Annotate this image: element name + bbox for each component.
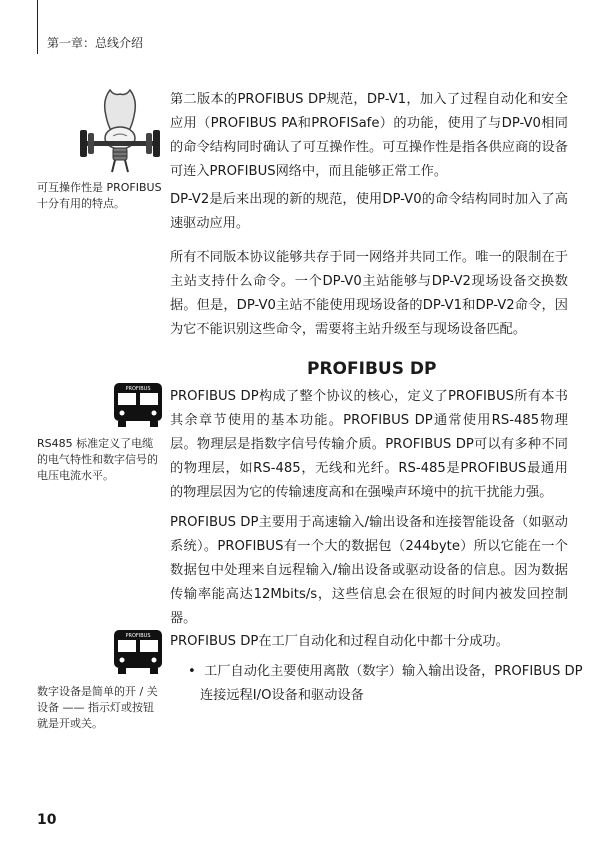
paragraph-profibus-dp-core: PROFIBUS DP构成了整个协议的核心，定义了PROFIBUS所有本书其余章节使用的基本功能。PROFIBUS DP通常使用RS-485物理层。物理层是指数字信号传输介质。PROFIBUS DP可以有多种不同的物理层，如RS-485，无线和光纤。RS-485是PROFIBUS最通用的物理层因为它的传输速度高和在强噪声环境中的抗干扰能力强。 [170, 389, 568, 500]
chapter-header: 第一章：总线介绍 [47, 36, 144, 50]
header-rule [37, 0, 38, 54]
section-title: PROFIBUS DP [307, 359, 437, 379]
bus-icon-label: PROFIBUS [125, 633, 151, 639]
paragraph-success: PROFIBUS DP在工厂自动化和过程自动化中都十分成功。 [170, 634, 509, 649]
bus-icon [112, 381, 164, 429]
paragraph-dpv2: DP-V2是后来出现的新的规范，使用DP-V0的命令结构同时加入了高速驱动应用。 [170, 192, 568, 231]
bullet-marker: • [188, 664, 205, 679]
bullet-text: 工厂自动化主要使用离散（数字）输入输出设备，PROFIBUS DP连接远程I/O设备和驱动设备 [200, 664, 583, 703]
sidenote-interoperability: 可互操作性是 PROFIBUS 十分有用的特点。 [37, 181, 162, 210]
bullet-factory-automation [182, 660, 586, 708]
paragraph-dpv1: 第二版本的PROFIBUS DP规范，DP-V1，加入了过程自动化和安全应用（PROFIBUS PA和PROFISafe）的功能，使用了与DP-V0相同的命令结构同时确认了可互操作性。可互操作性是指各供应商的设备可连入PROFIBUS网络中，而且能够正常工作。 [170, 92, 568, 179]
sidenote-digital-devices: 数字设备是简单的开 / 关设备 —— 指示灯或按钮就是开或关。 [37, 685, 158, 730]
bus-icon-label: PROFIBUS [125, 386, 151, 392]
paragraph-high-speed-io: PROFIBUS DP主要用于高速输入/输出设备和连接智能设备（如驱动系统）。PROFIBUS有一个大的数据包（244byte）所以它能在一个数据包中处理来自远程输入/输出设备或驱动设备的信息。因为数据传输率能高达12Mbits/s，这些信息会在很短的时间内被发回控制器。 [170, 515, 568, 626]
paragraph-coexistence: 所有不同版本协议能够共存于同一网络并共同工作。唯一的限制在于主站支持什么命令。一个DP-V0主站能够与DP-V2现场设备交换数据。但是，DP-V0主站不能使用现场设备的DP-V1和DP-V2命令，因为它不能识别这些命令，需要将主站升级至与现场设备匹配。 [170, 250, 568, 337]
sidenote-rs485: RS485 标准定义了电缆的电气特性和数字信号的电压电流水平。 [37, 437, 158, 482]
page-number: 10 [37, 812, 57, 828]
bus-icon [112, 628, 164, 676]
strongman-bulb-icon [76, 86, 164, 174]
